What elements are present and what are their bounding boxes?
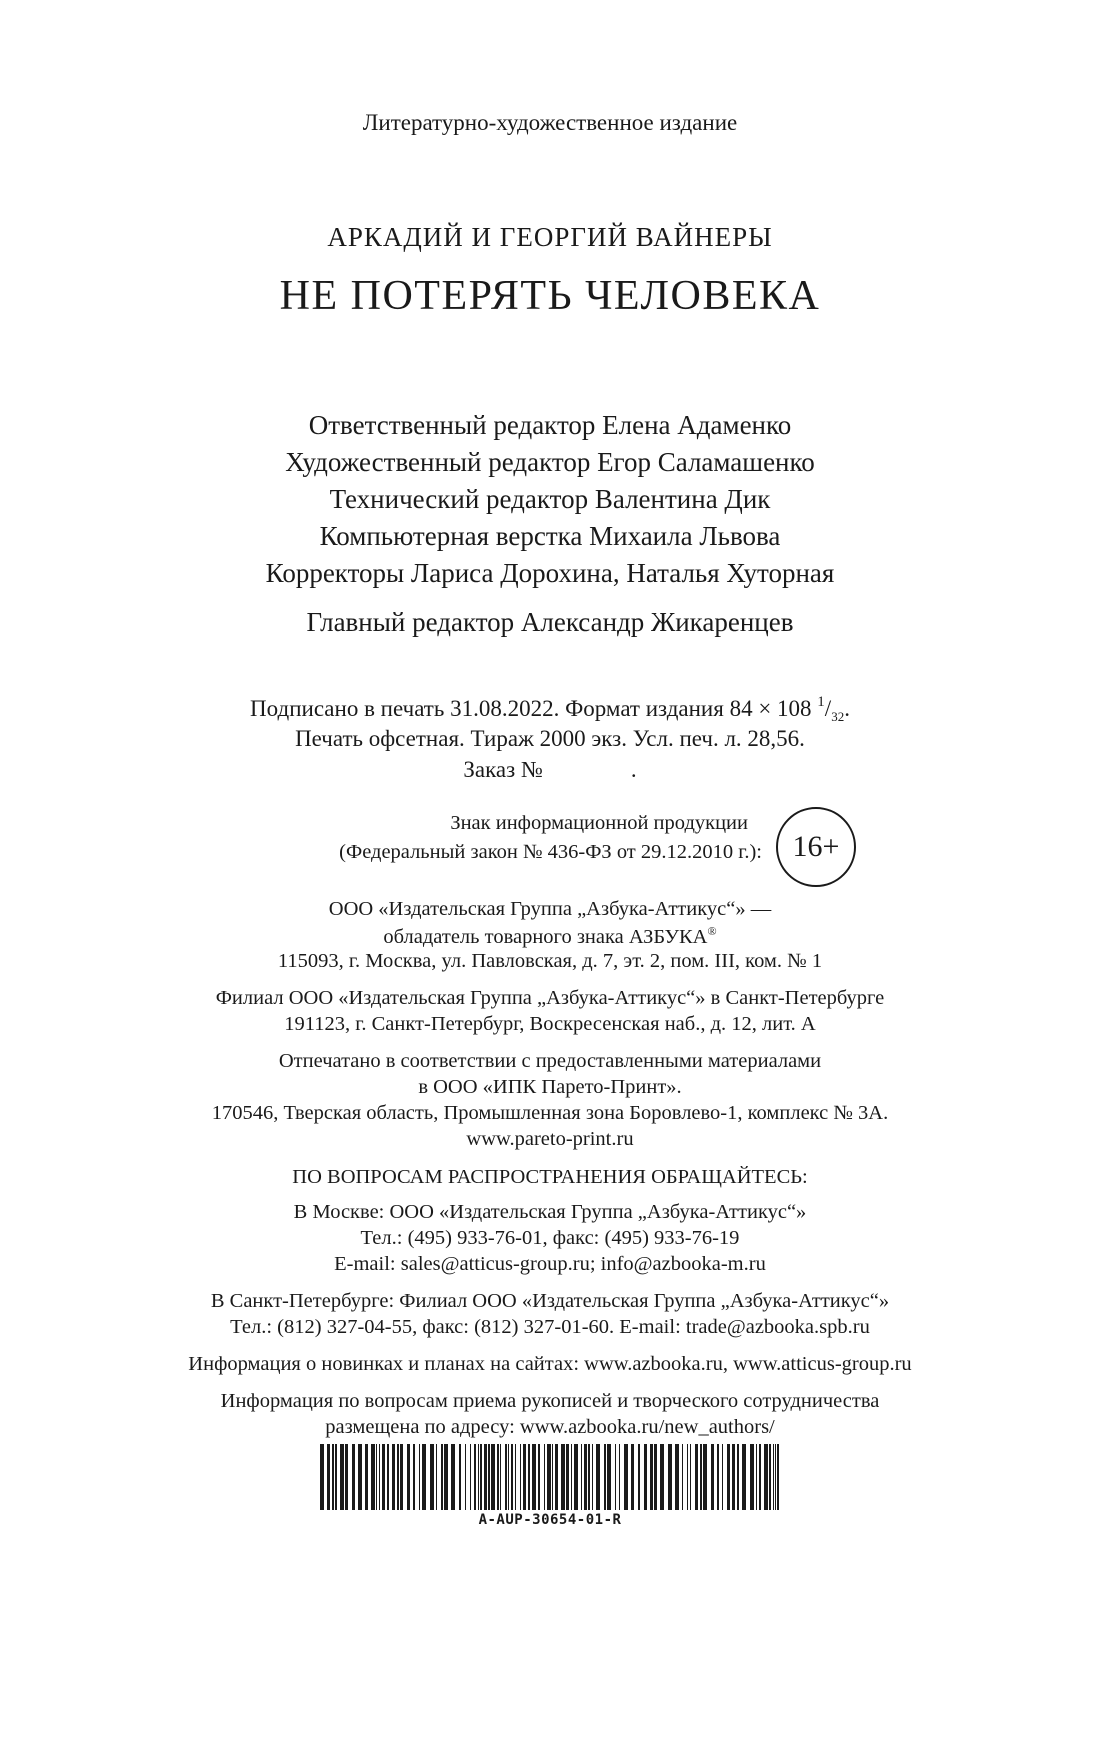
- barcode-bar: [523, 1444, 526, 1510]
- distribution-spb-1: В Санкт-Петербурге: Филиал ООО «Издательская Группа „Азбука-Аттикус“»: [210, 1290, 890, 1312]
- registered-mark-icon: ®: [707, 924, 717, 938]
- barcode-bar: [547, 1444, 551, 1510]
- barcode-bar: [500, 1444, 501, 1510]
- format-denominator: 32: [831, 709, 845, 724]
- barcode-bar: [607, 1444, 611, 1510]
- barcode-bar: [769, 1444, 771, 1510]
- barcode-bar: [722, 1444, 723, 1510]
- barcode-bar: [682, 1444, 683, 1510]
- barcode-bar: [619, 1444, 620, 1510]
- barcode-bar: [488, 1444, 490, 1510]
- barcode-bar: [508, 1444, 509, 1510]
- barcode-bar: [436, 1444, 437, 1510]
- distribution-moscow-3: E-mail: sales@atticus-group.ru; info@azbooka-m.ru: [334, 1253, 766, 1275]
- age-rating-line1: Знак информационной продукции: [450, 812, 748, 834]
- distribution-moscow-2: Тел.: (495) 933-76-01, факс: (495) 933-76-19: [360, 1227, 740, 1249]
- barcode-bar: [470, 1444, 471, 1510]
- print-info-line2: Печать офсетная. Тираж 2000 экз. Усл. печ. л. 28,56.: [295, 726, 805, 751]
- barcode-bar: [566, 1444, 569, 1510]
- barcode-bar: [365, 1444, 368, 1510]
- branch-address: 191123, г. Санкт-Петербург, Воскресенская наб., д. 12, лит. А: [284, 1013, 816, 1035]
- barcode-bar: [737, 1444, 739, 1510]
- info-sites: Информация о новинках и планах на сайтах: www.azbooka.ru, www.atticus-group.ru: [188, 1353, 912, 1375]
- barcode-bar: [505, 1444, 507, 1510]
- barcode-bar: [371, 1444, 375, 1510]
- barcode-bar: [376, 1444, 377, 1510]
- barcode-bar: [441, 1444, 443, 1510]
- barcode-bar: [561, 1444, 565, 1510]
- barcode-bar: [703, 1444, 707, 1510]
- barcode: [320, 1444, 780, 1510]
- barcode-bar: [700, 1444, 702, 1510]
- barcode-bar: [571, 1444, 572, 1510]
- barcode-bar: [775, 1444, 776, 1510]
- barcode-bar: [624, 1444, 628, 1510]
- barcode-bar: [759, 1444, 761, 1510]
- barcode-bar: [474, 1444, 476, 1510]
- staff-line: Компьютерная верстка Михаила Львова: [319, 521, 781, 551]
- barcode-bar: [511, 1444, 513, 1510]
- barcode-bar: [332, 1444, 334, 1510]
- order-label: Заказ №: [463, 757, 543, 782]
- barcode-bar: [451, 1444, 455, 1510]
- barcode-bar: [480, 1444, 482, 1510]
- publisher-line1: ООО «Издательская Группа „Азбука-Аттикус“» —: [328, 898, 772, 920]
- barcode-bar: [552, 1444, 553, 1510]
- barcode-bar: [687, 1444, 688, 1510]
- format-slash: /: [824, 696, 832, 721]
- barcode-bar: [717, 1444, 719, 1510]
- age-rating-badge: 16+: [776, 807, 856, 887]
- barcode-bar: [538, 1444, 540, 1510]
- barcode-bar: [320, 1444, 324, 1510]
- barcode-bar: [407, 1444, 410, 1510]
- age-rating-line2: (Федеральный закон № 436-ФЗ от 29.12.2010 г.):: [339, 841, 762, 863]
- barcode-bar: [675, 1444, 679, 1510]
- barcode-bar: [520, 1444, 521, 1510]
- barcode-bar: [604, 1444, 606, 1510]
- barcode-bar: [544, 1444, 545, 1510]
- barcode-bar: [777, 1444, 779, 1510]
- barcode-bar: [422, 1444, 426, 1510]
- barcode-bar: [695, 1444, 698, 1510]
- distribution-moscow-1: В Москве: ООО «Издательская Группа „Азбука-Аттикус“»: [293, 1201, 807, 1223]
- barcode-bar: [588, 1444, 590, 1510]
- barcode-bar: [497, 1444, 499, 1510]
- barcode-bar: [397, 1444, 399, 1510]
- barcode-bar: [581, 1444, 582, 1510]
- barcode-bar: [592, 1444, 593, 1510]
- staff-line: Технический редактор Валентина Дик: [329, 484, 771, 514]
- print-signed-text: Подписано в печать 31.08.2022. Формат издания 84 × 108: [250, 696, 812, 721]
- edition-type: Литературно-художественное издание: [362, 110, 738, 135]
- barcode-bar: [750, 1444, 754, 1510]
- barcode-bar: [327, 1444, 330, 1510]
- barcode-bar: [352, 1444, 355, 1510]
- printer-website: www.pareto-print.ru: [466, 1128, 634, 1150]
- barcode-bar: [515, 1444, 516, 1510]
- print-signed-line: [0, 694, 1100, 725]
- printer-line1: Отпечатано в соответствии с предоставленными материалами: [278, 1050, 822, 1072]
- info-manuscripts-1: Информация по вопросам приема рукописей и творческого сотрудничества: [220, 1390, 880, 1412]
- authors: АРКАДИЙ И ГЕОРГИЙ ВАЙНЕРЫ: [327, 222, 773, 252]
- staff-line: Корректоры Лариса Дорохина, Наталья Хуторная: [265, 558, 835, 588]
- barcode-bar: [459, 1444, 461, 1510]
- barcode-bar: [660, 1444, 664, 1510]
- barcode-bar: [491, 1444, 495, 1510]
- barcode-bar: [444, 1444, 448, 1510]
- barcode-bar: [555, 1444, 558, 1510]
- publisher-line2: [0, 924, 1100, 949]
- barcode-bar: [335, 1444, 337, 1510]
- barcode-bar: [764, 1444, 768, 1510]
- barcode-bar: [596, 1444, 600, 1510]
- format-end: .: [844, 696, 850, 721]
- barcode-bar: [654, 1444, 657, 1510]
- barcode-bar: [358, 1444, 362, 1510]
- age-rating-label: [330, 809, 762, 867]
- barcode-bar: [430, 1444, 434, 1510]
- distribution-heading: ПО ВОПРОСАМ РАСПРОСТРАНЕНИЯ ОБРАЩАЙТЕСЬ:: [292, 1166, 808, 1188]
- branch-line1: Филиал ООО «Издательская Группа „Азбука-Аттикус“» в Санкт-Петербурге: [215, 987, 885, 1009]
- barcode-bar: [756, 1444, 757, 1510]
- barcode-bar: [615, 1444, 616, 1510]
- barcode-bar: [584, 1444, 587, 1510]
- barcode-bar: [631, 1444, 634, 1510]
- barcode-bar: [419, 1444, 420, 1510]
- barcode-bar: [668, 1444, 672, 1510]
- barcode-bar: [484, 1444, 487, 1510]
- order-end: .: [630, 757, 637, 782]
- barcode-bar: [478, 1444, 479, 1510]
- order-line: [0, 757, 1100, 783]
- barcode-bar: [392, 1444, 395, 1510]
- barcode-bar: [711, 1444, 714, 1510]
- format-numerator: 1: [817, 694, 825, 710]
- distribution-spb-2: Тел.: (812) 327-04-55, факс: (812) 327-01-60. E-mail: trade@azbooka.spb.ru: [230, 1316, 870, 1338]
- barcode-bar: [574, 1444, 578, 1510]
- barcode-bar: [387, 1444, 389, 1510]
- printer-line2: в ООО «ИПК Парето-Принт».: [418, 1076, 682, 1098]
- barcode-bar: [773, 1444, 774, 1510]
- barcode-bar: [732, 1444, 735, 1510]
- barcode-bar: [400, 1444, 403, 1510]
- barcode-bar: [742, 1444, 746, 1510]
- barcode-bar: [638, 1444, 640, 1510]
- barcode-bar: [690, 1444, 691, 1510]
- barcode-bar: [532, 1444, 536, 1510]
- barcode-bar: [413, 1444, 415, 1510]
- publisher-trademark-text: обладатель товарного знака АЗБУКА: [383, 925, 708, 948]
- barcode-bar: [345, 1444, 348, 1510]
- barcode-bar: [379, 1444, 380, 1510]
- book-title: НЕ ПОТЕРЯТЬ ЧЕЛОВЕКА: [279, 273, 821, 319]
- barcode-bar: [382, 1444, 385, 1510]
- barcode-bar: [727, 1444, 730, 1510]
- staff-line: Художественный редактор Егор Саламашенко: [285, 447, 815, 477]
- staff-line: Ответственный редактор Елена Адаменко: [308, 410, 792, 440]
- info-manuscripts-2: размещена по адресу: www.azbooka.ru/new_authors/: [325, 1416, 775, 1438]
- barcode-bar: [528, 1444, 530, 1510]
- barcode-code: A-AUP-30654-01-R: [478, 1512, 622, 1528]
- barcode-bar: [644, 1444, 647, 1510]
- printer-address: 170546, Тверская область, Промышленная зона Боровлево-1, комплекс № 3А.: [211, 1102, 889, 1124]
- barcode-bar: [650, 1444, 653, 1510]
- publisher-address: 115093, г. Москва, ул. Павловская, д. 7, эт. 2, пом. III, ком. № 1: [277, 950, 823, 972]
- barcode-bar: [465, 1444, 466, 1510]
- barcode-bar: [340, 1444, 344, 1510]
- chief-editor: Главный редактор Александр Жикаренцев: [306, 607, 794, 637]
